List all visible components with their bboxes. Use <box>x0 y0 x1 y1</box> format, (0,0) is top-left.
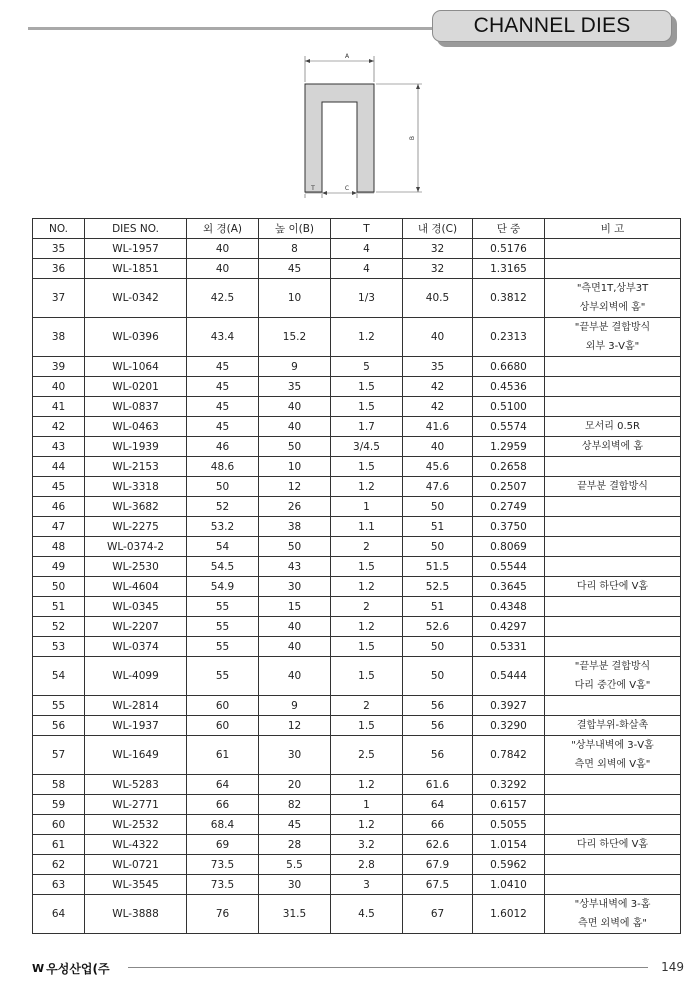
cell-thickness: 1 <box>331 795 403 815</box>
cell-unit-weight: 0.3292 <box>473 775 545 795</box>
cell-dies-no: WL-4099 <box>85 657 187 696</box>
cell-remarks <box>545 597 681 617</box>
cell-unit-weight: 1.0154 <box>473 835 545 855</box>
cell-dies-no: WL-2207 <box>85 617 187 637</box>
cell-no: 42 <box>33 417 85 437</box>
cell-thickness: 1.2 <box>331 318 403 357</box>
cell-inner-diameter: 40 <box>403 318 473 357</box>
cell-inner-diameter: 67.5 <box>403 875 473 895</box>
cell-dies-no: WL-2275 <box>85 517 187 537</box>
cell-remarks <box>545 696 681 716</box>
cell-height: 5.5 <box>259 855 331 875</box>
table-row <box>33 597 681 617</box>
cell-no: 48 <box>33 537 85 557</box>
cell-inner-diameter: 32 <box>403 259 473 279</box>
cell-remarks: "끝부분 결합방식 외부 3-V홈" <box>545 318 681 357</box>
cell-inner-diameter: 52.6 <box>403 617 473 637</box>
cell-dies-no: WL-1649 <box>85 736 187 775</box>
cell-dies-no: WL-5283 <box>85 775 187 795</box>
cell-dies-no: WL-4322 <box>85 835 187 855</box>
cell-inner-diameter: 67 <box>403 895 473 934</box>
cell-height: 43 <box>259 557 331 577</box>
cell-thickness: 1.2 <box>331 617 403 637</box>
table-header-row <box>33 219 681 239</box>
dimension-label-b: B <box>409 135 416 141</box>
cell-remarks <box>545 377 681 397</box>
cell-thickness: 1.1 <box>331 517 403 537</box>
cell-dies-no: WL-1937 <box>85 716 187 736</box>
cell-outer-diameter: 73.5 <box>187 855 259 875</box>
cell-dies-no: WL-1064 <box>85 357 187 377</box>
cell-unit-weight: 0.5574 <box>473 417 545 437</box>
cell-dies-no: WL-1851 <box>85 259 187 279</box>
cell-unit-weight: 1.2959 <box>473 437 545 457</box>
cell-dies-no: WL-0374-2 <box>85 537 187 557</box>
cell-outer-diameter: 54.9 <box>187 577 259 597</box>
cell-dies-no: WL-2771 <box>85 795 187 815</box>
table-row <box>33 835 681 855</box>
cell-no: 50 <box>33 577 85 597</box>
cell-height: 31.5 <box>259 895 331 934</box>
cell-thickness: 2 <box>331 696 403 716</box>
header-rule <box>28 27 448 30</box>
cell-dies-no: WL-0837 <box>85 397 187 417</box>
cell-height: 9 <box>259 357 331 377</box>
table-body <box>33 239 681 934</box>
dimension-label-c: C <box>344 185 350 192</box>
cell-height: 40 <box>259 397 331 417</box>
cell-remarks <box>545 815 681 835</box>
cell-unit-weight: 0.5055 <box>473 815 545 835</box>
col-header-outer-diameter: 외 경(A) <box>187 219 259 239</box>
cell-unit-weight: 0.3750 <box>473 517 545 537</box>
cell-inner-diameter: 67.9 <box>403 855 473 875</box>
cell-inner-diameter: 50 <box>403 497 473 517</box>
cell-outer-diameter: 66 <box>187 795 259 815</box>
cell-inner-diameter: 51 <box>403 517 473 537</box>
cell-unit-weight: 0.7842 <box>473 736 545 775</box>
cell-no: 51 <box>33 597 85 617</box>
cell-dies-no: WL-0396 <box>85 318 187 357</box>
cell-outer-diameter: 76 <box>187 895 259 934</box>
cell-inner-diameter: 42 <box>403 397 473 417</box>
cell-height: 10 <box>259 279 331 318</box>
col-header-no: NO. <box>33 219 85 239</box>
dimension-label-t: T <box>311 185 315 192</box>
cell-dies-no: WL-3545 <box>85 875 187 895</box>
cell-inner-diameter: 56 <box>403 696 473 716</box>
cell-unit-weight: 0.5444 <box>473 657 545 696</box>
cell-height: 38 <box>259 517 331 537</box>
cell-outer-diameter: 53.2 <box>187 517 259 537</box>
cell-height: 45 <box>259 259 331 279</box>
cell-thickness: 4 <box>331 239 403 259</box>
page-number: 149 <box>661 960 684 974</box>
cell-remarks <box>545 775 681 795</box>
cell-no: 58 <box>33 775 85 795</box>
cell-thickness: 3/4.5 <box>331 437 403 457</box>
cell-no: 35 <box>33 239 85 259</box>
cell-outer-diameter: 43.4 <box>187 318 259 357</box>
cell-no: 53 <box>33 637 85 657</box>
table-row <box>33 477 681 497</box>
cell-height: 28 <box>259 835 331 855</box>
cell-inner-diameter: 35 <box>403 357 473 377</box>
cell-height: 50 <box>259 537 331 557</box>
cell-dies-no: WL-3888 <box>85 895 187 934</box>
col-header-unit-weight: 단 중 <box>473 219 545 239</box>
cell-unit-weight: 1.3165 <box>473 259 545 279</box>
table-row <box>33 437 681 457</box>
table-row <box>33 815 681 835</box>
channel-profile-shape <box>305 84 374 192</box>
cell-outer-diameter: 55 <box>187 657 259 696</box>
cell-dies-no: WL-0374 <box>85 637 187 657</box>
cell-unit-weight: 0.3645 <box>473 577 545 597</box>
table-row <box>33 417 681 437</box>
cell-outer-diameter: 45 <box>187 377 259 397</box>
cell-no: 57 <box>33 736 85 775</box>
cell-height: 82 <box>259 795 331 815</box>
cell-no: 62 <box>33 855 85 875</box>
cell-height: 12 <box>259 477 331 497</box>
cell-dies-no: WL-0463 <box>85 417 187 437</box>
cell-dies-no: WL-2153 <box>85 457 187 477</box>
cell-unit-weight: 0.5331 <box>473 637 545 657</box>
cell-outer-diameter: 50 <box>187 477 259 497</box>
cell-thickness: 2 <box>331 597 403 617</box>
cell-inner-diameter: 52.5 <box>403 577 473 597</box>
cell-remarks <box>545 557 681 577</box>
cell-outer-diameter: 55 <box>187 597 259 617</box>
cell-no: 60 <box>33 815 85 835</box>
cell-no: 55 <box>33 696 85 716</box>
cell-inner-diameter: 50 <box>403 637 473 657</box>
cell-unit-weight: 0.6680 <box>473 357 545 377</box>
table-row <box>33 517 681 537</box>
cell-thickness: 1.5 <box>331 657 403 696</box>
cell-dies-no: WL-2530 <box>85 557 187 577</box>
cell-outer-diameter: 68.4 <box>187 815 259 835</box>
cell-unit-weight: 0.5100 <box>473 397 545 417</box>
cell-remarks: "측면1T,상부3T 상부외벽에 홈" <box>545 279 681 318</box>
cell-unit-weight: 0.3812 <box>473 279 545 318</box>
channel-dies-table <box>32 218 681 934</box>
cell-remarks <box>545 497 681 517</box>
cell-thickness: 1.5 <box>331 716 403 736</box>
cell-outer-diameter: 55 <box>187 617 259 637</box>
cell-no: 59 <box>33 795 85 815</box>
cell-thickness: 1.2 <box>331 477 403 497</box>
cell-inner-diameter: 62.6 <box>403 835 473 855</box>
cell-dies-no: WL-3318 <box>85 477 187 497</box>
cell-thickness: 1.2 <box>331 815 403 835</box>
cell-dies-no: WL-0721 <box>85 855 187 875</box>
cell-thickness: 1.2 <box>331 577 403 597</box>
cell-height: 50 <box>259 437 331 457</box>
cell-inner-diameter: 40.5 <box>403 279 473 318</box>
cell-outer-diameter: 64 <box>187 775 259 795</box>
cell-inner-diameter: 41.6 <box>403 417 473 437</box>
cell-outer-diameter: 54 <box>187 537 259 557</box>
cell-thickness: 3 <box>331 875 403 895</box>
cell-outer-diameter: 48.6 <box>187 457 259 477</box>
cell-remarks <box>545 855 681 875</box>
cell-unit-weight: 0.2507 <box>473 477 545 497</box>
cell-unit-weight: 0.2313 <box>473 318 545 357</box>
cell-thickness: 3.2 <box>331 835 403 855</box>
table-row <box>33 716 681 736</box>
cell-inner-diameter: 51.5 <box>403 557 473 577</box>
table-row <box>33 895 681 934</box>
cell-no: 36 <box>33 259 85 279</box>
table-row <box>33 736 681 775</box>
header-title-box <box>432 10 672 42</box>
cell-thickness: 1.5 <box>331 377 403 397</box>
cell-height: 12 <box>259 716 331 736</box>
cell-inner-diameter: 42 <box>403 377 473 397</box>
cell-outer-diameter: 54.5 <box>187 557 259 577</box>
cell-inner-diameter: 56 <box>403 716 473 736</box>
col-header-thickness: T <box>331 219 403 239</box>
cell-inner-diameter: 45.6 <box>403 457 473 477</box>
cell-height: 30 <box>259 736 331 775</box>
cell-remarks <box>545 617 681 637</box>
cell-no: 54 <box>33 657 85 696</box>
cell-dies-no: WL-4604 <box>85 577 187 597</box>
table-row <box>33 657 681 696</box>
footer-rule <box>128 967 648 968</box>
cell-inner-diameter: 47.6 <box>403 477 473 497</box>
cell-remarks <box>545 397 681 417</box>
cell-remarks <box>545 457 681 477</box>
cell-remarks: "상부내벽에 3-V홈 측면 외벽에 V홈" <box>545 736 681 775</box>
table-row <box>33 875 681 895</box>
cell-no: 46 <box>33 497 85 517</box>
cell-remarks: "끝부분 결합방식 다리 중간에 V홈" <box>545 657 681 696</box>
table-row <box>33 696 681 716</box>
dimension-label-a: A <box>344 53 350 60</box>
cell-dies-no: WL-0342 <box>85 279 187 318</box>
cell-height: 40 <box>259 417 331 437</box>
table-row <box>33 855 681 875</box>
cell-dies-no: WL-3682 <box>85 497 187 517</box>
cell-remarks: 끝부분 결합방식 <box>545 477 681 497</box>
cell-no: 47 <box>33 517 85 537</box>
cell-no: 40 <box>33 377 85 397</box>
table-row <box>33 537 681 557</box>
cell-dies-no: WL-2532 <box>85 815 187 835</box>
cell-outer-diameter: 45 <box>187 417 259 437</box>
cell-height: 15 <box>259 597 331 617</box>
table-row <box>33 318 681 357</box>
cell-unit-weight: 1.6012 <box>473 895 545 934</box>
table-row <box>33 497 681 517</box>
cell-thickness: 1 <box>331 497 403 517</box>
cell-no: 38 <box>33 318 85 357</box>
cell-thickness: 1.7 <box>331 417 403 437</box>
cell-inner-diameter: 50 <box>403 537 473 557</box>
cell-remarks: "상부내벽에 3-홈 측면 외벽에 홈" <box>545 895 681 934</box>
cell-height: 40 <box>259 617 331 637</box>
cell-no: 63 <box>33 875 85 895</box>
cell-thickness: 1/3 <box>331 279 403 318</box>
cell-height: 20 <box>259 775 331 795</box>
cell-thickness: 1.5 <box>331 557 403 577</box>
table-row <box>33 259 681 279</box>
cell-inner-diameter: 51 <box>403 597 473 617</box>
cell-unit-weight: 1.0410 <box>473 875 545 895</box>
cell-outer-diameter: 42.5 <box>187 279 259 318</box>
cell-remarks: 다리 하단에 V홈 <box>545 835 681 855</box>
cell-height: 40 <box>259 657 331 696</box>
cell-thickness: 4.5 <box>331 895 403 934</box>
col-header-remarks: 비 고 <box>545 219 681 239</box>
cell-no: 52 <box>33 617 85 637</box>
channel-profile-diagram <box>290 48 440 208</box>
col-header-height: 높 이(B) <box>259 219 331 239</box>
cell-height: 30 <box>259 875 331 895</box>
cell-height: 9 <box>259 696 331 716</box>
table-row <box>33 637 681 657</box>
cell-height: 30 <box>259 577 331 597</box>
col-header-dies-no: DIES NO. <box>85 219 187 239</box>
cell-inner-diameter: 32 <box>403 239 473 259</box>
cell-unit-weight: 0.4536 <box>473 377 545 397</box>
cell-outer-diameter: 60 <box>187 716 259 736</box>
cell-height: 26 <box>259 497 331 517</box>
cell-thickness: 2 <box>331 537 403 557</box>
cell-inner-diameter: 64 <box>403 795 473 815</box>
cell-remarks <box>545 357 681 377</box>
cell-thickness: 4 <box>331 259 403 279</box>
table-row <box>33 457 681 477</box>
cell-unit-weight: 0.4348 <box>473 597 545 617</box>
table-row <box>33 279 681 318</box>
cell-outer-diameter: 45 <box>187 397 259 417</box>
cell-outer-diameter: 55 <box>187 637 259 657</box>
company-logo-mark: W <box>32 962 45 975</box>
cell-unit-weight: 0.2749 <box>473 497 545 517</box>
cell-remarks <box>545 517 681 537</box>
table-row <box>33 775 681 795</box>
cell-unit-weight: 0.2658 <box>473 457 545 477</box>
cell-unit-weight: 0.5962 <box>473 855 545 875</box>
cell-remarks <box>545 259 681 279</box>
cell-remarks: 모서리 0.5R <box>545 417 681 437</box>
table-row <box>33 239 681 259</box>
cell-unit-weight: 0.3290 <box>473 716 545 736</box>
cell-thickness: 1.2 <box>331 775 403 795</box>
cell-remarks <box>545 637 681 657</box>
table-row <box>33 377 681 397</box>
cell-remarks <box>545 537 681 557</box>
cell-remarks <box>545 875 681 895</box>
cell-thickness: 5 <box>331 357 403 377</box>
cell-height: 8 <box>259 239 331 259</box>
cell-height: 15.2 <box>259 318 331 357</box>
cell-thickness: 2.8 <box>331 855 403 875</box>
col-header-inner-diameter: 내 경(C) <box>403 219 473 239</box>
cell-no: 56 <box>33 716 85 736</box>
cell-unit-weight: 0.8069 <box>473 537 545 557</box>
cell-unit-weight: 0.5176 <box>473 239 545 259</box>
cell-outer-diameter: 52 <box>187 497 259 517</box>
cell-no: 39 <box>33 357 85 377</box>
cell-no: 37 <box>33 279 85 318</box>
cell-inner-diameter: 66 <box>403 815 473 835</box>
cell-outer-diameter: 61 <box>187 736 259 775</box>
cell-dies-no: WL-0201 <box>85 377 187 397</box>
cell-dies-no: WL-2814 <box>85 696 187 716</box>
cell-remarks: 상부외벽에 홈 <box>545 437 681 457</box>
cell-no: 44 <box>33 457 85 477</box>
cell-outer-diameter: 40 <box>187 239 259 259</box>
cell-unit-weight: 0.6157 <box>473 795 545 815</box>
cell-dies-no: WL-0345 <box>85 597 187 617</box>
table-row <box>33 357 681 377</box>
table-row <box>33 577 681 597</box>
company-name: 우성산업(주 <box>46 962 110 976</box>
cell-no: 64 <box>33 895 85 934</box>
cell-inner-diameter: 56 <box>403 736 473 775</box>
cell-no: 61 <box>33 835 85 855</box>
cell-thickness: 1.5 <box>331 457 403 477</box>
cell-height: 40 <box>259 637 331 657</box>
cell-no: 49 <box>33 557 85 577</box>
cell-dies-no: WL-1957 <box>85 239 187 259</box>
cell-unit-weight: 0.4297 <box>473 617 545 637</box>
cell-height: 35 <box>259 377 331 397</box>
cell-outer-diameter: 40 <box>187 259 259 279</box>
cell-height: 45 <box>259 815 331 835</box>
table-row <box>33 397 681 417</box>
cell-inner-diameter: 61.6 <box>403 775 473 795</box>
footer <box>32 958 684 978</box>
cell-height: 10 <box>259 457 331 477</box>
cell-remarks <box>545 795 681 815</box>
cell-outer-diameter: 73.5 <box>187 875 259 895</box>
cell-thickness: 1.5 <box>331 397 403 417</box>
cell-outer-diameter: 69 <box>187 835 259 855</box>
cell-no: 43 <box>33 437 85 457</box>
cell-no: 45 <box>33 477 85 497</box>
cell-inner-diameter: 50 <box>403 657 473 696</box>
cell-remarks: 결합부위-화살촉 <box>545 716 681 736</box>
cell-unit-weight: 0.5544 <box>473 557 545 577</box>
cell-remarks: 다리 하단에 V홈 <box>545 577 681 597</box>
table-row <box>33 557 681 577</box>
table-row <box>33 795 681 815</box>
cell-outer-diameter: 45 <box>187 357 259 377</box>
cell-thickness: 1.5 <box>331 637 403 657</box>
cell-remarks <box>545 239 681 259</box>
cell-dies-no: WL-1939 <box>85 437 187 457</box>
page-title: CHANNEL DIES <box>473 14 631 37</box>
cell-thickness: 2.5 <box>331 736 403 775</box>
cell-no: 41 <box>33 397 85 417</box>
table-row <box>33 617 681 637</box>
cell-outer-diameter: 60 <box>187 696 259 716</box>
cell-unit-weight: 0.3927 <box>473 696 545 716</box>
company-logo <box>32 960 110 977</box>
cell-outer-diameter: 46 <box>187 437 259 457</box>
cell-inner-diameter: 40 <box>403 437 473 457</box>
